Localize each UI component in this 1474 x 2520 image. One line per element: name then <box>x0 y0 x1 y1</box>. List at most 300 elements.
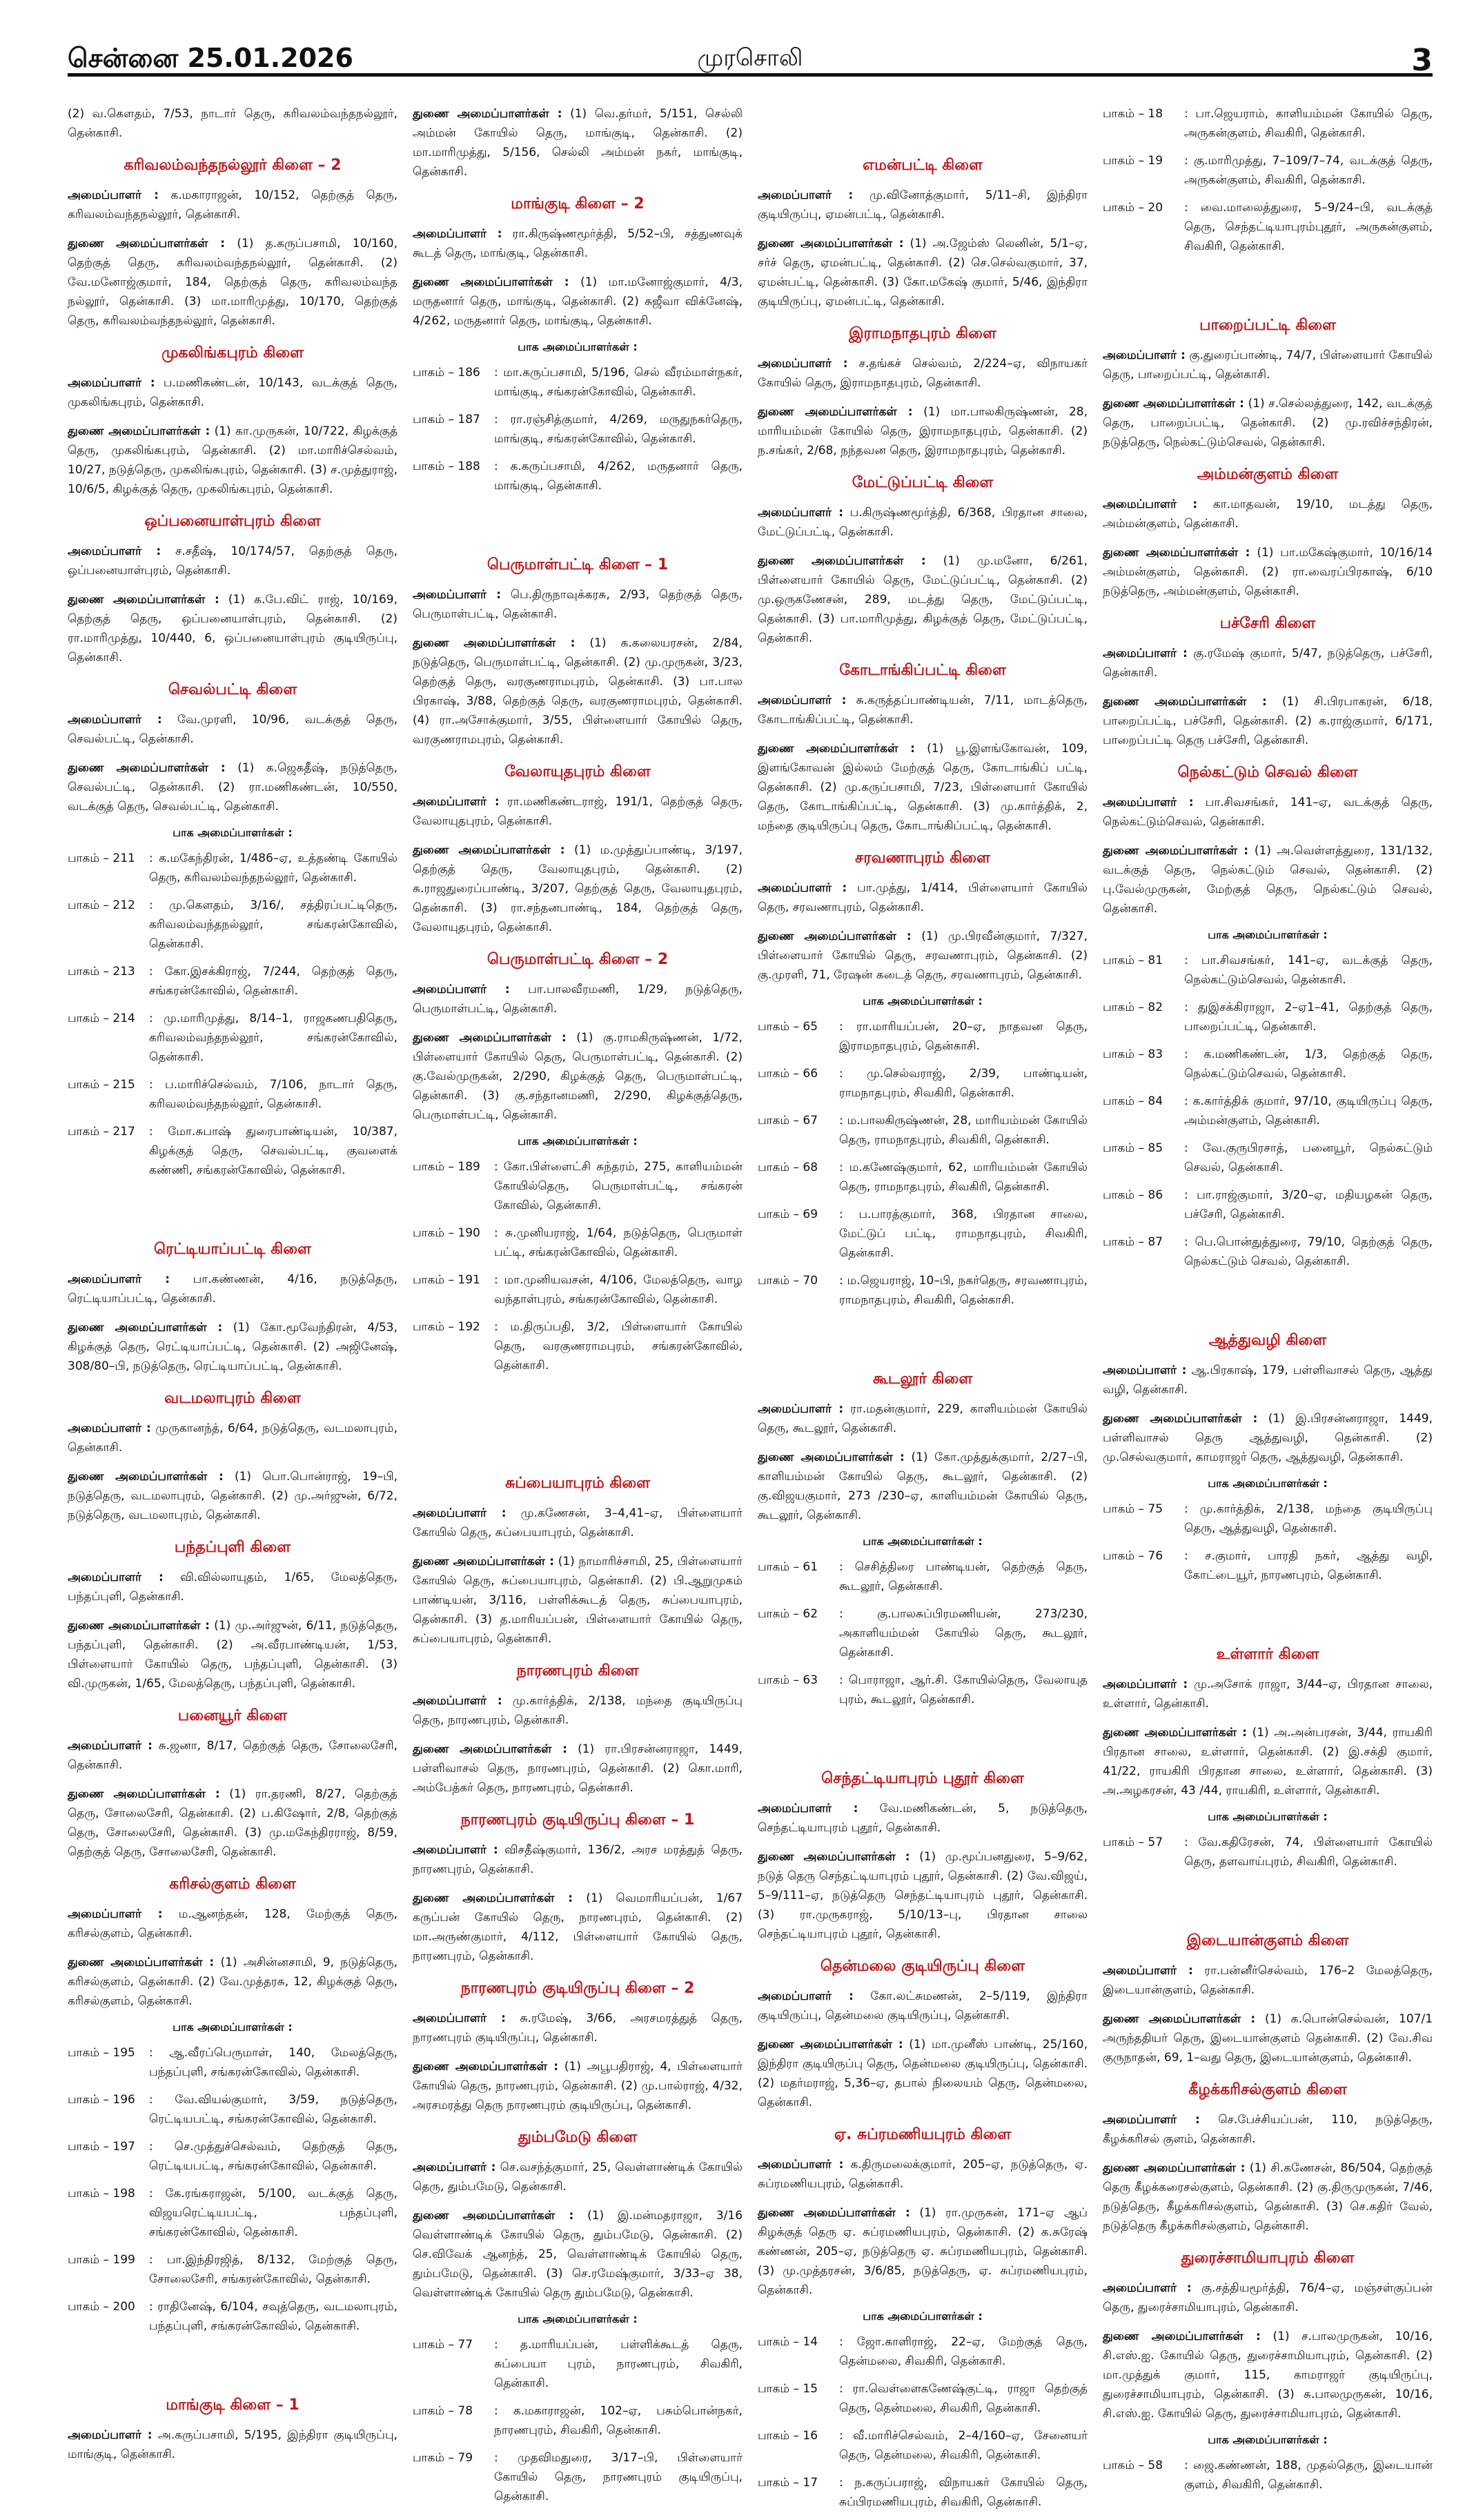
role-label: அமைப்பாளர் : <box>413 1694 502 1708</box>
role-label: அமைப்பாளர் : <box>68 1739 153 1753</box>
booth-number: பாகம் – 212 <box>68 898 135 912</box>
role-label: துணை அமைப்பாளர்கள் : <box>1103 844 1249 858</box>
appointment-paragraph <box>413 1740 743 1798</box>
appointee-details: (1) ச.பாலமுருகன், 10/16, சி.எஸ்.ஐ. கோயில் தெரு, துரைச்சாமியாபுரம், தென்காசி. (2) மா.முத்துக் குமார், 115, காமராஜர் குடியிருப்பு, துரைச்சாமியாபுரம், தென்காசி. (3) சு.பாலமுருகன், 10/16, சி.எஸ்.ஐ. கோயில் தெரு, துரைச்சாமியாபுரம், தென்காசி. <box>1103 2330 1433 2421</box>
booth-entry <box>1103 104 1433 143</box>
branch-heading: பெருமாள்பட்டி கிளை – 1 <box>487 556 669 573</box>
column-spacer <box>413 1384 743 1422</box>
appointment-paragraph <box>758 2203 1088 2300</box>
role-label: துணை அமைப்பாளர்கள் : <box>68 1787 220 1801</box>
appointment-paragraph <box>413 840 743 937</box>
appointee-details: (1) கோ.முத்துக்குமார், 2/27–பி, காளியம்மன் கோயில் தெரு, கூடலூர், தென்காசி. (2) கு.விஜயகுமார், 273 /230–ஏ, காளியம்மன் கோயில் தெரு, கூடலூர், தென்காசி. <box>758 1450 1088 1522</box>
appointee-details: வே.முரளி, 10/96, வடக்குத் தெரு, செவல்பட்டி, தென்காசி. <box>68 713 397 746</box>
appointee-details: சு.ரமேஷ், 3/66, அரசமரத்துத் தெரு, நாரணபுரம் குடியிருப்பு, தென்காசி. <box>413 2011 743 2045</box>
booth-number: பாகம் – 78 <box>413 2404 473 2418</box>
branch-heading: இடையான்குளம் கிளை <box>1186 1932 1349 1949</box>
role-label: அமைப்பாளர் : <box>1103 1964 1193 1978</box>
role-label: அமைப்பாளர் : <box>413 2160 496 2174</box>
booth-number: பாகம் – 87 <box>1103 1235 1163 1249</box>
appointee-details: ப.மணிகண்டன், 10/143, வடக்குத் தெரு, முகலிங்கபுரம், தென்காசி. <box>68 376 397 409</box>
appointee-details: (1) அ.ஜேம்ஸ் லெனின், 5/1–ஏ, சர்ச் தெரு, ஏமன்பட்டி, தென்காசி. (2) செ.செல்வகுமார், 37, ஏமன்பட்டி, தென்காசி. (3) கோ.மகேஷ் குமார், 5/46, இந்திரா குடியிருப்பு, ஏமன்பட்டி, தென்காசி. <box>758 237 1088 308</box>
role-label: அமைப்பாளர் : <box>68 1421 151 1435</box>
column-spacer <box>1103 264 1433 303</box>
role-label: துணை அமைப்பாளர்கள் : <box>758 1850 910 1864</box>
booth-entry <box>68 2184 397 2242</box>
appointee-details: பா.முத்து, 1/414, பிள்ளையார் கோயில் தெரு, சரவணாபுரம், தென்காசி. <box>758 881 1088 914</box>
appointee-details: செ.பேச்சியப்பன், 110, நடுத்தெரு, கீழக்கரிசல் குளம், தென்காசி. <box>1103 2113 1433 2146</box>
appointment-paragraph <box>758 739 1088 836</box>
appointment-paragraph <box>758 1448 1088 1525</box>
appointee-details: (1) கோ.மூவேந்திரன், 4/53, கிழக்குத் தெரு, ரெட்டியாப்பட்டி, தென்காசி. (2) அஜினேஷ், 308/80–பி, நடுத்தெரு, ரெட்டியாப்பட்டி, தென்காசி. <box>68 1321 397 1373</box>
appointment-paragraph <box>1103 2327 1433 2423</box>
role-label: அமைப்பாளர் : <box>413 795 500 809</box>
appointment-paragraph <box>68 710 397 749</box>
role-label: துணை அமைப்பாளர்கள் : <box>68 237 226 250</box>
appointee-details: (1) அ.வெள்ளத்துரை, 131/132, வடக்குத் தெரு, நெல்கட்டும் செவல், தென்காசி. (2) பு.வேல்முருகன், மேற்குத் தெரு, நெல்கட்டும் செவல், தென்காசி. <box>1103 844 1433 916</box>
appointment-paragraph <box>413 585 743 624</box>
appointee-details: ப.கிருஷ்ணமூர்த்தி, 6/368, பிரதான சாலை, மேட்டுப்பட்டி, தென்காசி. <box>758 506 1088 539</box>
booth-organiser: : மோ.சுபாஷ் துரைபாண்டியன், 10/387, கிழக்குத் தெரு, செவல்பட்டி, குவளைக் கண்ணி, சங்கரன்கோவில், தென்காசி. <box>149 1125 397 1177</box>
booth-entry <box>758 1205 1088 1263</box>
booth-entry <box>413 363 743 402</box>
role-label: அமைப்பாளர் : <box>758 1402 844 1416</box>
booth-entry <box>68 849 397 887</box>
booth-number: பாகம் – 20 <box>1103 201 1163 215</box>
appointee-details: (1) அ.அன்பரசன், 3/44, ராயகிரி பிரதான சாலை, உள்ளார், தென்காசி. (2) இ.சக்தி குமார், 41/22, ராயகிரி பிரதான சாலை, உள்ளார், தென்காசி. (3) அ.அழகரசன், 43 /44, ராயகிரி, உள்ளார், தென்காசி. <box>1103 1726 1433 1798</box>
appointment-paragraph <box>758 402 1088 460</box>
role-label: துணை அமைப்பாளர்கள் : <box>68 761 226 775</box>
appointment-paragraph <box>1103 1723 1433 1800</box>
booth-number: பாகம் – 84 <box>1103 1094 1163 1108</box>
booth-organiser: : மா.முனியவசன், 4/106, மேலத்தெரு, வாழ வந்தாள்புரம், சங்கரன்கோவில், தென்காசி. <box>494 1273 743 1306</box>
appointee-details: (1) மா.பாலகிருஷ்ணன், 28, மாரியம்மன் கோயில் தெரு, இராமநாதபுரம், தென்காசி. (2) ந.சங்கர், 2/68, நந்தவன தெரு, இராமநாதபுரம், தென்காசி. <box>758 405 1088 457</box>
appointment-paragraph <box>68 422 397 499</box>
appointment-paragraph <box>1103 1409 1433 1467</box>
appointee-details: (1) இ.பிரசன்னராஜா, 1449, பள்ளிவாசல் தெரு ஆத்துவழி, தென்காசி. (2) மு.செல்வகுமார், காமராஜர் தெரு, ஆத்துவழி, தென்காசி. <box>1103 1412 1433 1464</box>
role-label: துணை அமைப்பாளர்கள் : <box>413 2209 574 2223</box>
appointment-paragraph <box>758 2035 1088 2112</box>
appointment-paragraph <box>68 1419 397 1457</box>
branch-heading: செந்தட்டியாபுரம் புதூர் கிளை <box>821 1770 1024 1787</box>
role-label: துணை அமைப்பாளர்கள் : <box>68 424 210 438</box>
column-spacer <box>413 1422 743 1461</box>
booth-organiser: : ரா.மாரியப்பன், 20–ஏ, நாதவன தெரு, இராமநாதபுரம், தென்காசி. <box>839 1020 1088 1053</box>
column-spacer <box>68 1188 397 1227</box>
booth-entry <box>1103 1139 1433 1177</box>
branch-heading: இராமநாதபுரம் கிளை <box>849 325 996 342</box>
appointment-paragraph <box>1103 1675 1433 1713</box>
appointee-details: மு.கார்த்திக், 2/138, மந்தை குடியிருப்பு தெரு, நாரணபுரம், தென்காசி. <box>413 1694 743 1727</box>
appointee-details: வி.வில்லாயுதம், 1/65, மேலத்தெரு, பந்தப்புளி, தென்காசி. <box>68 1571 397 1604</box>
role-label: அமைப்பாளர் : <box>68 188 159 202</box>
appointment-paragraph <box>413 1552 743 1648</box>
appointment-paragraph <box>68 1616 397 1693</box>
section-subheading: பாக அமைப்பாளர்கள் : <box>518 2312 638 2325</box>
booth-organiser: : கோ.இசக்கிராஜ், 7/244, தெற்குத் தெரு, சங்கரன்கோவில், தென்காசி. <box>149 965 397 998</box>
appointee-details: பா.பாலவீரமணி, 1/29, நடுத்தெரு, பெருமாள்பட்டி, தென்காசி. <box>413 983 743 1016</box>
booth-organiser: : வே.குருபிரசாத், பனையூர், நெல்கட்டும் செவல், தென்காசி. <box>1184 1141 1433 1174</box>
appointment-paragraph <box>413 1840 743 1879</box>
booth-organiser: : கு.மாரிமுத்து, 7–109/7–74, வடக்குத் தெரு, அருகன்குளம், சிவகிரி, தென்காசி. <box>1184 154 1433 187</box>
appointment-paragraph <box>68 1318 397 1376</box>
appointee-details: கோ.லட்சுமணன், 2–5/119, இந்திரா குடியிருப்பு, தென்மலை குடியிருப்பு, தென்காசி. <box>758 1989 1088 2022</box>
booth-organiser: : ப.மாரிச்செல்வம், 7/106, நாடார் தெரு, கரிவலம்வந்தநல்லூர், தென்காசி. <box>149 1078 397 1111</box>
booth-organiser: : சு.முனியராஜ், 1/64, நடுத்தெரு, பெருமாள் பட்டி, சங்கரன்கோவில், தென்காசி. <box>494 1226 743 1259</box>
branch-heading: தும்பமேடு கிளை <box>518 2129 638 2146</box>
role-label: அமைப்பாளர் : <box>1103 647 1188 660</box>
role-label: அமைப்பாளர் : <box>758 693 847 707</box>
booth-organiser: : துஇசக்கிராஜா, 2–ஏ1–41, தெற்குத் தெரு, பாறைப்பட்டி, தென்காசி. <box>1184 1001 1433 1034</box>
section-subheading: பாக அமைப்பாளர்கள் : <box>173 826 293 839</box>
branch-heading: சுப்பையாபுரம் கிளை <box>504 1475 651 1492</box>
role-label: துணை அமைப்பாளர்கள் : <box>413 1555 554 1568</box>
branch-heading: ஆத்துவழி கிளை <box>1208 1332 1327 1349</box>
appointee-details: கு.சத்தியமூர்த்தி, 76/4–ஏ, மஞ்சள்குப்பன் தெரு, துரைச்சாமியாபுரம், தென்காசி. <box>1103 2281 1433 2314</box>
appointment-paragraph <box>758 234 1088 311</box>
role-label: துணை அமைப்பாளர்கள் : <box>413 107 562 121</box>
column-spacer <box>68 2344 397 2383</box>
appointment-paragraph <box>413 273 743 331</box>
branch-heading: மாங்குடி கிளை – 2 <box>511 195 645 213</box>
column-4 <box>1103 104 1433 2520</box>
section-subheading: பாக அமைப்பாளர்கள் : <box>863 994 983 1007</box>
booth-number: பாகம் – 19 <box>1103 154 1163 168</box>
appointment-paragraph <box>413 1691 743 1730</box>
booth-number: பாகம் – 199 <box>68 2253 135 2267</box>
role-label: அமைப்பாளர் : <box>1103 1364 1187 1377</box>
booth-organiser: : ந.கருப்பராஜ், விநாயகர் கோயில் தெரு, சுப்பிரமணியபுரம், சிவகிரி, தென்காசி. <box>839 2476 1088 2509</box>
branch-heading: செவல்பட்டி கிளை <box>168 681 297 698</box>
appointment-paragraph <box>1103 793 1433 831</box>
booth-entry <box>1103 1833 1433 1871</box>
appointee-details: சு.கருத்தப்பாண்டியன், 7/11, மாடத்தெரு, கோடாங்கிப்பட்டி, தென்காசி. <box>758 693 1088 727</box>
booth-number: பாகம் – 197 <box>68 2140 135 2154</box>
appointment-paragraph <box>758 927 1088 985</box>
appointee-details: சு.ஜனா, 8/17, தெற்குத் தெரு, சோலைசேரி, தென்காசி. <box>68 1739 397 1772</box>
role-label: அமைப்பாளர் : <box>758 188 854 202</box>
role-label: துணை அமைப்பாளர்கள் : <box>758 2206 910 2220</box>
appointment-paragraph <box>413 104 743 181</box>
role-label: துணை அமைப்பாளர்கள் : <box>758 554 926 568</box>
appointee-details: கா.மாதவன், 19/10, மடத்து தெரு, அம்மன்குளம், தென்காசி. <box>1103 498 1433 531</box>
role-label: அமைப்பாளர் : <box>758 1802 858 1815</box>
section-subheading: பாக அமைப்பாளர்கள் : <box>1208 928 1328 941</box>
appointee-details: கு.ரமேஷ் குமார், 5/47, நடுத்தெரு, பச்சேரி, தென்காசி. <box>1103 647 1433 680</box>
article-columns <box>68 104 1433 2520</box>
appointee-details: ரா.பன்னீர்செல்வம், 176–2 மேலத்தெரு, இடையான்குளம், தென்காசி. <box>1103 1964 1433 1997</box>
appointee-details: (1) மா.முனீஸ் பாண்டி, 25/160, இந்திரா குடியிருப்பு தெரு, தென்மலை குடியிருப்பு, தென்காசி. (2) மதர்மராஜ், 5,36–ஏ, தபால் நிலையம் தெரு, தென்மலை, தென்காசி. <box>758 2038 1088 2109</box>
booth-organiser: : ஜோ.காளிராஜ், 22–ஏ, மேற்குத் தெரு, தென்மலை, சிவகிரி, தென்காசி. <box>839 2335 1088 2368</box>
column-3 <box>758 104 1088 2520</box>
booth-number: பாகம் – 77 <box>413 2338 473 2352</box>
booth-organiser: : கு.பாலசுப்பிரமணியன், 273/230, அகாளியம்மன் கோயில் தெரு, கூடலூர், தென்காசி. <box>839 1607 1088 1660</box>
booth-entry <box>1103 2456 1433 2494</box>
booth-organiser: : ம.கணேஷ்குமார், 62, மாரியம்மன் கோயில் தெரு, ராமநாதபுரம், சிவகிரி, தென்காசி. <box>839 1161 1088 1194</box>
role-label: அமைப்பாளர் : <box>758 881 847 895</box>
booth-entry <box>413 1223 743 1262</box>
appointment-paragraph <box>1103 2278 1433 2317</box>
branch-heading: கோடாங்கிப்பட்டி கிளை <box>839 662 1006 679</box>
appointee-details: (1) ம.முத்துப்பாண்டி, 3/197, தெற்குத் தெரு, வேலாயுதபுரம், தென்காசி. (2) சு.ராஜதுரைப்பாண்டி, 3/207, தெற்குத் தெரு, வேலாயுதபுரம், தென்காசி. (3) ரா.சந்தனபாண்டி, 184, தெற்குத் தெரு, வேலாயுதபுரம், தென்காசி. <box>413 843 743 934</box>
branch-heading: நாரணபுரம் கிளை <box>516 1662 639 1680</box>
booth-number: பாகம் – 195 <box>68 2046 135 2060</box>
branch-heading: நாரணபுரம் குடியிருப்பு கிளை – 2 <box>460 1980 695 1997</box>
role-label: துணை அமைப்பாளர்கள் : <box>1103 546 1250 560</box>
booth-number: பாகம் – 200 <box>68 2300 135 2314</box>
role-label: துணை அமைப்பாளர்கள் : <box>758 237 904 250</box>
appointee-details: (1) பா.மகேஷ்குமார், 10/16/14 அம்மன்குளம், தென்காசி. (2) ரா.வைரப்பிரகாஷ், 6/10 நடுத்தெரு, அம்மன்குளம், தென்காசி. <box>1103 546 1433 598</box>
booth-organiser: : ராதினேஷ், 6/104, சவுத்தெரு, வடமலாபுரம், பந்தப்புளி, சங்கரன்கோவில், தென்காசி. <box>149 2300 397 2333</box>
role-label: துணை அமைப்பாளர்கள் : <box>413 275 569 289</box>
appointee-details: (1) அபூபதிராஜ், 4, பிள்ளையார் கோயில் தெரு, நாரணபுரம், தென்காசி. (2) மு.பால்ராஜ், 4/32, அரசமரத்து தெரு நாரணபுரம் குடியிருப்பு, தென்காசி. <box>413 2060 743 2112</box>
booth-organiser: : க.கருப்பசாமி, 4/262, மருதனார் தெரு, மாங்குடி, தென்காசி. <box>494 460 743 493</box>
booth-entry <box>758 1111 1088 1150</box>
appointment-paragraph <box>758 1399 1088 1438</box>
role-label: துணை அமைப்பாளர்கள் : <box>1103 2161 1246 2175</box>
booth-entry <box>758 2473 1088 2512</box>
appointment-paragraph <box>1103 841 1433 918</box>
appointment-paragraph <box>68 1270 397 1308</box>
booth-number: பாகம் – 75 <box>1103 1502 1163 1516</box>
appointment-paragraph <box>413 1889 743 1966</box>
appointee-details: பெ.திருநாவுக்கரசு, 2/93, தெற்குத் தெரு, பெருமாள்பட்டி, தென்காசி. <box>413 588 743 621</box>
branch-heading: எமன்பட்டி கிளை <box>863 157 983 174</box>
booth-entry <box>413 2335 743 2393</box>
role-label: அமைப்பாளர் : <box>413 1843 498 1857</box>
branch-heading: பச்சேரி கிளை <box>1219 615 1316 632</box>
appointment-paragraph <box>68 373 397 412</box>
appointee-details: ம.ஆனந்தன், 128, மேற்குத் தெரு, கரிசல்குளம், தென்காசி. <box>68 1907 397 1940</box>
booth-number: பாகம் – 63 <box>758 1673 818 1687</box>
role-label: துணை அமைப்பாளர்கள் : <box>413 843 565 857</box>
booth-number: பாகம் – 217 <box>68 1125 135 1139</box>
booth-organiser: : வை.மாலைத்துரை, 5–9/24–பி, வடக்குத் தெரு, செந்தட்டியாபுரம்புதூர், அருகன்குளம், சிவகிரி, தென்காசி. <box>1184 201 1433 253</box>
booth-entry <box>1103 1232 1433 1271</box>
booth-organiser: : மா.கருப்பசாமி, 5/196, செல் வீரம்மாள்நகர், மாங்குடி, சங்கரன்கோவில், தென்காசி. <box>494 366 743 399</box>
booth-organiser: : மு.கௌதம், 3/16/, சத்திரப்பட்டிதெரு, கரிவலம்வந்தநல்லூர், சங்கரன்கோவில், தென்காசி. <box>149 898 397 951</box>
booth-number: பாகம் – 187 <box>413 413 480 426</box>
booth-number: பாகம் – 196 <box>68 2093 135 2107</box>
booth-entry <box>68 2090 397 2129</box>
branch-heading: வேலாயுதபுரம் கிளை <box>504 763 651 780</box>
role-label: துணை அமைப்பாளர்கள் : <box>758 742 915 756</box>
booth-organiser: : செசித்திரை பாண்டியன், தெற்குத் தெரு, கூடலூர், தென்காசி. <box>839 1560 1088 1593</box>
appointment-paragraph <box>758 2155 1088 2194</box>
appointee-details: கு.துரைப்பாண்டி, 74/7, பிள்ளையார் கோயில் தெரு, பாறைப்பட்டி, தென்காசி. <box>1103 348 1433 382</box>
branch-heading: பந்தப்புளி கிளை <box>174 1539 291 1556</box>
booth-organiser: : வே.கதிரேசன், 74, பிள்ளையார் கோயில் தெரு, தளவாய்புரம், சிவகிரி, தென்காசி. <box>1184 1835 1433 1869</box>
booth-entry <box>758 1271 1088 1310</box>
appointee-details: மு.வினோத்குமார், 5/11–சி, இந்திரா குடியிருப்பு, ஏமன்பட்டி, தென்காசி. <box>758 188 1088 222</box>
appointee-details: முருகானந்த், 6/64, நடுத்தெரு, வடமலாபுரம், தென்காசி. <box>68 1421 397 1455</box>
appointment-paragraph <box>1103 394 1433 452</box>
booth-organiser: : கே.ரங்கராஜன், 5/100, வடக்குத் தெரு, விஜயரெட்டியபட்டி, பந்தப்புளி, சங்கரன்கோவில், தென்காசி. <box>149 2187 397 2239</box>
role-label: துணை அமைப்பாளர்கள் : <box>1103 695 1267 709</box>
booth-organiser: : ஜை.கண்ணன், 188, முதல்தெரு, இடையான் குளம், சிவகிரி, தென்காசி. <box>1184 2459 1433 2492</box>
branch-heading: ரெட்டியாப்பட்டி கிளை <box>154 1241 311 1258</box>
appointment-paragraph <box>1103 692 1433 750</box>
booth-organiser: : வே.வியல்குமார், 3/59, நடுத்தெரு, ரெட்டியபட்டி, சங்கரன்கோவில், தென்காசி. <box>149 2093 397 2126</box>
role-label: அமைப்பாளர் : <box>1103 498 1198 511</box>
role-label: துணை அமைப்பாளர்கள் : <box>758 2038 903 2051</box>
booth-entry <box>758 1158 1088 1197</box>
column-spacer <box>1103 1279 1433 1318</box>
appointment-paragraph <box>1103 346 1433 384</box>
role-label: அமைப்பாளர் : <box>68 713 162 727</box>
appointee-details: க.திருமலைக்குமார், 205–ஏ, நடுத்தெரு, ஏ. சுப்ரமணியபுரம், தென்காசி. <box>758 2158 1088 2191</box>
appointee-details: ஆ.பிரகாஷ், 179, பள்ளிவாசல் தெரு, ஆத்து வழி, தென்காசி. <box>1103 1364 1433 1397</box>
newspaper-name: முரசொலி <box>697 44 803 72</box>
role-label: அமைப்பாளர் : <box>1103 2281 1192 2295</box>
appointment-paragraph <box>68 104 397 143</box>
booth-number: பாகம் – 67 <box>758 1114 818 1128</box>
role-label: துணை அமைப்பாளர்கள் : <box>413 1031 567 1045</box>
appointee-details: (1) மு.பிரவீன்குமார், 7/327, பிள்ளையார் கோயில் தெரு, சரவணாபுரம், தென்காசி. (2) கு.முரளி, 71, ரேஷன் கடைத் தெரு, சரவணாபுரம், தென்காசி. <box>758 929 1088 982</box>
appointee-details: ரா.மணிகண்டராஜ், 191/1, தெற்குத் தெரு, வேலாயுதபுரம், தென்காசி. <box>413 795 743 828</box>
role-label: துணை அமைப்பாளர்கள் : <box>1103 1726 1247 1740</box>
appointment-paragraph <box>758 1987 1088 2025</box>
booth-organiser: : பா.இந்திரஜித், 8/132, மேற்குத் தெரு, சோலைசேரி, சங்கரன்கோவில், தென்காசி. <box>149 2253 397 2286</box>
appointment-paragraph <box>758 551 1088 648</box>
appointment-paragraph <box>758 691 1088 729</box>
booth-number: பாகம் – 70 <box>758 1274 818 1288</box>
booth-organiser: : பொராஜா, ஆர்.சி. கோயில்தெரு, வேலாயுத புரம், கூடலூர், தென்காசி. <box>839 1673 1088 1706</box>
booth-organiser: : பா.சிவசங்கர், 141–ஏ, வடக்குத் தெரு, நெல்கட்டும்செவல், தென்காசி. <box>1184 954 1433 987</box>
column-2 <box>413 104 743 2520</box>
appointment-paragraph <box>413 1504 743 1542</box>
booth-organiser: : ம.பாலகிருஷ்ணன், 28, மாரியம்மன் கோயில் தெரு, ராமநாதபுரம், சிவகிரி, தென்காசி. <box>839 1114 1088 1147</box>
column-spacer <box>758 1318 1088 1357</box>
branch-heading: ஒப்பனையாள்புரம் கிளை <box>144 513 321 530</box>
role-label: அமைப்பாளர் : <box>1103 796 1194 809</box>
booth-entry <box>68 2250 397 2289</box>
appointment-paragraph <box>68 1467 397 1525</box>
appointee-details: (1) த.கருப்பசாமி, 10/160, தெற்குத் தெரு, கரிவலம்வந்தநல்லூர், தென்காசி. (2) வே.மனோஜ்குமார், 184, தெற்குத் தெரு, கரிவலம்வந்த நல்லூர், தென்காசி. (3) மா.மாரிமுத்து, 10/170, தெற்குத் தெரு, கரிவலம்வந்தநல்லூர், தென்காசி. <box>68 237 397 328</box>
appointee-details: (1) மா.மனோஜ்குமார், 4/3, மருதனார் தெரு, மாங்குடி, தென்காசி. (2) சுஜீவா விக்னேஷ், 4/262, மருதனார் தெரு, மாங்குடி, தென்காசி. <box>413 275 743 328</box>
appointment-paragraph <box>1103 2110 1433 2149</box>
appointment-paragraph <box>758 878 1088 917</box>
branch-heading: துரைச்சாமியாபுரம் கிளை <box>1181 2250 1355 2267</box>
appointment-paragraph <box>413 2158 743 2196</box>
appointee-details: ரா.கிருஷ்ணமூர்த்தி, 5/52–பி, சத்துணவுக் கூடத் தெரு, மாங்குடி, தென்காசி. <box>413 227 743 260</box>
role-label: துணை அமைப்பாளர்கள் : <box>758 929 912 943</box>
role-label: அமைப்பாளர் : <box>758 1989 854 2003</box>
appointment-paragraph <box>413 2009 743 2047</box>
booth-entry <box>68 1075 397 1114</box>
booth-number: பாகம் – 68 <box>758 1161 818 1174</box>
appointment-paragraph <box>1103 2158 1433 2236</box>
role-label: அமைப்பாளர் : <box>1103 348 1186 362</box>
role-label: அமைப்பாளர் : <box>68 2428 153 2442</box>
branch-heading: பெருமாள்பட்டி கிளை – 2 <box>487 951 669 968</box>
appointment-paragraph <box>68 542 397 580</box>
booth-organiser: : மு.கார்த்திக், 2/138, மந்தை குடியிருப்பு தெரு, ஆத்துவழி, தென்காசி. <box>1184 1502 1433 1535</box>
role-label: அமைப்பாளர் : <box>68 376 155 390</box>
appointee-details: (1) இ.மன்மதராஜா, 3/16 வெள்ளாண்டிக் கோயில் தெரு, தும்பமேடு, தென்காசி. (2) செ.விவேக் ஆனந்த், 25, வெள்ளாண்டிக் கோயில் தெரு, தும்பமேடு, தென்காசி. (3) செ.ரமேஷ்குமார், 3/33–ஏ 38, வெள்ளாண்டிக் கோயில் தெரு தும்பமேடு, தென்காசி. <box>413 2209 743 2300</box>
appointee-details: அ.கருப்பசாமி, 5/195, இந்திரா குடியிருப்பு, மாங்குடி, தென்காசி. <box>68 2428 397 2461</box>
booth-organiser: : ச.குமார், பாரதி நகர், ஆத்து வழி, கோட்டையூர், நாரணபுரம், தென்காசி. <box>1184 1549 1433 1582</box>
appointment-paragraph <box>413 980 743 1018</box>
column-1 <box>68 104 397 2520</box>
booth-entry <box>1103 1546 1433 1585</box>
branch-heading: கீழக்கரிசல்குளம் கிளை <box>1188 2081 1347 2098</box>
booth-number: பாகம் – 85 <box>1103 1141 1163 1155</box>
role-label: அமைப்பாளர் : <box>68 1907 163 1921</box>
appointee-details: (1) சி.பிரபாகரன், 6/18, பாறைப்பட்டி, பச்சேரி, தென்காசி. (2) க.ராஜ்குமார், 6/171, பாறைப்பட்டி தெரு பச்சேரி, தென்காசி. <box>1103 695 1433 747</box>
booth-organiser: : ரா.வெள்ளைகணேஷ்குட்டி, ராஜா தெற்குத் தெரு, தென்மலை, சிவகிரி, தென்காசி. <box>839 2382 1088 2415</box>
booth-entry <box>413 1157 743 1215</box>
booth-entry <box>1103 151 1433 190</box>
section-subheading: பாக அமைப்பாளர்கள் : <box>173 2020 293 2034</box>
appointee-details: விசதீஷ்குமார், 136/2, அரச மரத்துத் தெரு, நாரணபுரம், தென்காசி. <box>413 1843 743 1876</box>
appointee-details: ரா.மதன்குமார், 229, காளியம்மன் கோயில் தெரு, கூடலூர், தென்காசி. <box>758 1402 1088 1435</box>
booth-entry <box>1103 1045 1433 1083</box>
role-label: அமைப்பாளர் : <box>413 1506 507 1520</box>
branch-heading: பாறைப்பட்டி கிளை <box>1199 317 1336 334</box>
appointment-paragraph <box>758 186 1088 224</box>
branch-heading: கூடலூர் கிளை <box>872 1370 973 1388</box>
role-label: அமைப்பாளர் : <box>413 227 502 241</box>
appointment-paragraph <box>413 633 743 749</box>
role-label: துணை அமைப்பாளர்கள் : <box>68 1470 224 1484</box>
booth-organiser: : ஆ.வீரப்பெருமாள், 140, மேலத்தெரு, பந்தப்புளி, சங்கரன்கோவில், தென்காசி. <box>149 2046 397 2079</box>
booth-organiser: : ப.பாரத்குமார், 368, பிரதான சாலை, மேட்டுப் பட்டி, ராமநாதபுரம், சிவகிரி, தென்காசி. <box>839 1208 1088 1260</box>
appointee-details: (2) வ.கௌதம், 7/53, நாடார் தெரு, கரிவலம்வந்தநல்லூர், தென்காசி. <box>68 107 397 140</box>
appointee-details: (1) மு.மனோ, 6/261, பிள்ளையார் கோயில் தெரு, மேட்டுப்பட்டி, தென்காசி. (2) மு.ஒருகணேசன், 289, மடத்து தெரு, மேட்டுப்பட்டி, தென்காசி. (3) பா.மாரிமுத்து, கிழக்குத் தெரு, மேட்டுப்பட்டி, தென்காசி. <box>758 554 1088 645</box>
role-label: துணை அமைப்பாளர்கள் : <box>413 1742 567 1756</box>
role-label: துணை அமைப்பாளர்கள் : <box>1103 1412 1258 1426</box>
appointee-details: (1) மு.அர்ஜுன், 6/11, நடுத்தெரு, பந்தப்புளி, தென்காசி. (2) அ.வீரபாண்டியன், 1/53, பிள்ளையார் கோயில் தெரு, பந்தப்புளி, தென்காசி. (3) வி.முருகன், 1/65, மேலத்தெரு, பந்தப்புளி, தென்காசி. <box>68 1619 397 1691</box>
booth-entry <box>758 1064 1088 1103</box>
booth-organiser: : வீ.மாரிச்செல்வம், 2–4/160–ஏ, சேனையர் தெரு, தென்மலை, சிவகிரி, தென்காசி. <box>839 2429 1088 2462</box>
appointee-details: (1) க.கலையரசன், 2/84, நடுத்தெரு, பெருமாள்பட்டி, தென்காசி. (2) மு.முருகன், 3/23, தெற்குத் தெரு, வரகுணராமபுரம், தென்காசி. (3) பா.பால பிரகாஷ், 3/88, தெற்குத் தெரு, வரகுணராமபுரம், தென்காசி. (4) ரா.அசோக்குமார், 3/55, பிள்ளையார் கோயில் தெரு, வரகுணராமபுரம், தென்காசி. <box>413 636 743 747</box>
booth-entry <box>413 2401 743 2440</box>
role-label: அமைப்பாளர் : <box>1103 2113 1200 2127</box>
appointee-details: ச.சதீஷ், 10/174/57, தெற்குத் தெரு, ஒப்பனையாள்புரம், தென்காசி. <box>68 544 397 578</box>
booth-entry <box>758 1604 1088 1662</box>
booth-number: பாகம் – 61 <box>758 1560 818 1574</box>
booth-number: பாகம் – 186 <box>413 366 480 380</box>
booth-number: பாகம் – 66 <box>758 1067 818 1081</box>
booth-number: பாகம் – 76 <box>1103 1549 1163 1563</box>
appointment-paragraph <box>413 224 743 263</box>
role-label: துணை அமைப்பாளர்கள் : <box>1103 2330 1261 2343</box>
branch-heading: நாரணபுரம் குடியிருப்பு கிளை – 1 <box>460 1811 695 1829</box>
appointee-details: (1) ரா.முருகன், 171–ஏ ஆப் கிழக்குத் தெரு ஏ. சுப்ரமணியபுரம், தென்காசி. (2) க.சுரேஷ் கண்ணன், 205–ஏ, நடுத்தெரு ஏ. சுப்ரமணியபுரம், தென்காசி. (3) மு.முத்தரசன், 3/6/85, நடுத்தெரு, ஏ. சுப்ரமணியபுரம், தென்காசி. <box>758 2206 1088 2297</box>
appointee-details: (1) க.பொன்செல்வன், 107/1 அருந்ததியர் தெரு, இடையான்குளம் தென்காசி. (2) வே.சிவ குருநாதன், 69, 1–வது தெரு, இடையான்குளம், தென்காசி. <box>1103 2012 1433 2065</box>
branch-heading: சரவணாபுரம் கிளை <box>855 849 990 867</box>
booth-number: பாகம் – 62 <box>758 1607 818 1621</box>
appointment-paragraph <box>1103 543 1433 601</box>
appointee-details: ச.தங்கச் செல்வம், 2/224–ஏ, விநாயகர் கோயில் தெரு, இராமநாதபுரம், தென்காசி. <box>758 357 1088 390</box>
booth-entry <box>758 1017 1088 1056</box>
role-label: துணை அமைப்பாளர்கள் : <box>68 1956 215 1969</box>
booth-number: பாகம் – 198 <box>68 2187 135 2201</box>
branch-heading: கரிவலம்வந்தநல்லூர் கிளை – 2 <box>124 157 342 174</box>
role-label: அமைப்பாளர் : <box>758 357 848 371</box>
role-label: அமைப்பாளர் : <box>68 1571 164 1584</box>
booth-organiser: : க.மணிகண்டன், 1/3, தெற்குத் தெரு, நெல்கட்டும்செவல், தென்காசி. <box>1184 1047 1433 1081</box>
masthead <box>68 0 1433 77</box>
booth-number: பாகம் – 213 <box>68 965 135 978</box>
appointment-paragraph <box>413 1028 743 1125</box>
column-spacer <box>413 504 743 542</box>
appointment-paragraph <box>758 503 1088 542</box>
role-label: அமைப்பாளர் : <box>68 544 161 558</box>
dateline: சென்னை 25.01.2026 <box>68 43 353 73</box>
appointee-details: (1) கு.ராமகிருஷ்ணன், 1/72, பிள்ளையார் கோயில் தெரு, பெருமாள்பட்டி, தென்காசி. (2) கு.வேல்முருகன், 2/290, கிழக்குத் தெரு, பெருமாள்பட்டி, தென்காசி. (3) கு.சந்தானமணி, 2/290, கிழக்குத்தெரு, பெருமாள்பட்டி, தென்காசி. <box>413 1031 743 1122</box>
booth-organiser: : பா.ஜெயராம், காளியம்மன் கோயில் தெரு, அருகன்குளம், சிவகிரி, தென்காசி. <box>1184 107 1433 140</box>
